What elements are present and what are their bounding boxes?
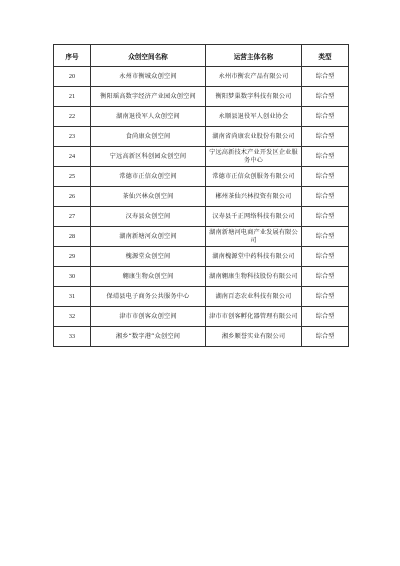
table-row	[54, 307, 349, 327]
table-row	[54, 67, 349, 87]
row-type: 综合型	[302, 247, 349, 267]
row-type: 综合型	[302, 167, 349, 187]
row-operator-name: 永州市衡农产品有限公司	[206, 67, 302, 87]
row-operator-name: 汉寿县千正网络科技有限公司	[206, 207, 302, 227]
row-type: 综合型	[302, 207, 349, 227]
row-type: 综合型	[302, 267, 349, 287]
row-index: 26	[54, 187, 91, 207]
row-index: 20	[54, 67, 91, 87]
table-row	[54, 207, 349, 227]
row-space-name: 槐源堂众创空间	[91, 247, 206, 267]
row-operator-name: 湘乡顺誉实业有限公司	[206, 327, 302, 347]
row-index: 25	[54, 167, 91, 187]
row-operator-name: 湖南百态农业科技有限公司	[206, 287, 302, 307]
row-index: 21	[54, 87, 91, 107]
row-type: 综合型	[302, 127, 349, 147]
row-type: 综合型	[302, 227, 349, 247]
table-body	[54, 67, 349, 347]
table-row	[54, 187, 349, 207]
maker-space-table	[53, 44, 349, 347]
row-space-name: 衡阳瑶高数字经济产业园众创空间	[91, 87, 206, 107]
header-operator-name: 运营主体名称	[206, 45, 302, 67]
table-row	[54, 107, 349, 127]
row-index: 27	[54, 207, 91, 227]
row-operator-name: 永顺县退役军人创业协会	[206, 107, 302, 127]
table-row	[54, 327, 349, 347]
table-row	[54, 247, 349, 267]
row-space-name: 汉寿县众创空间	[91, 207, 206, 227]
row-index: 30	[54, 267, 91, 287]
row-operator-name: 湖南翱康生物科技股份有限公司	[206, 267, 302, 287]
row-space-name: 湘乡“数字港”众创空间	[91, 327, 206, 347]
row-operator-name: 宁远高新技术产业开发区企业服务中心	[206, 147, 302, 167]
row-space-name: 永州市衡城众创空间	[91, 67, 206, 87]
row-type: 综合型	[302, 287, 349, 307]
row-type: 综合型	[302, 327, 349, 347]
row-type: 综合型	[302, 107, 349, 127]
row-operator-name: 湖南省尚康农业股份有限公司	[206, 127, 302, 147]
table-row	[54, 147, 349, 167]
row-type: 综合型	[302, 307, 349, 327]
row-type: 综合型	[302, 87, 349, 107]
row-index: 29	[54, 247, 91, 267]
header-type: 类型	[302, 45, 349, 67]
row-index: 31	[54, 287, 91, 307]
table-row	[54, 227, 349, 247]
table-row	[54, 127, 349, 147]
row-operator-name: 郴州茶仙兴林投资有限公司	[206, 187, 302, 207]
row-space-name: 津市市创客众创空间	[91, 307, 206, 327]
row-operator-name: 衡阳梦巢数字科技有限公司	[206, 87, 302, 107]
row-type: 综合型	[302, 147, 349, 167]
row-type: 综合型	[302, 187, 349, 207]
row-space-name: 保靖县电子商务公共服务中心	[91, 287, 206, 307]
row-space-name: 常德市正信众创空间	[91, 167, 206, 187]
row-index: 32	[54, 307, 91, 327]
row-type: 综合型	[302, 67, 349, 87]
row-index: 28	[54, 227, 91, 247]
row-index: 22	[54, 107, 91, 127]
row-space-name: 湖南新塘河众创空间	[91, 227, 206, 247]
row-space-name: 湖南退役军人众创空间	[91, 107, 206, 127]
row-space-name: 宁远高新区科创园众创空间	[91, 147, 206, 167]
row-index: 33	[54, 327, 91, 347]
header-index: 序号	[54, 45, 91, 67]
row-space-name: 食尚康众创空间	[91, 127, 206, 147]
row-operator-name: 常德市正信众创服务有限公司	[206, 167, 302, 187]
table-row	[54, 267, 349, 287]
table-row	[54, 87, 349, 107]
table-row	[54, 167, 349, 187]
row-space-name: 茶仙兴林众创空间	[91, 187, 206, 207]
row-operator-name: 津市市创客孵化器管理有限公司	[206, 307, 302, 327]
row-space-name: 翱康生物众创空间	[91, 267, 206, 287]
row-operator-name: 湖南新塘河电商产业发展有限公司	[206, 227, 302, 247]
row-index: 24	[54, 147, 91, 167]
row-operator-name: 湖南槐源堂中药科技有限公司	[206, 247, 302, 267]
table-header-row	[54, 45, 349, 67]
row-index: 23	[54, 127, 91, 147]
header-space-name: 众创空间名称	[91, 45, 206, 67]
table-row	[54, 287, 349, 307]
